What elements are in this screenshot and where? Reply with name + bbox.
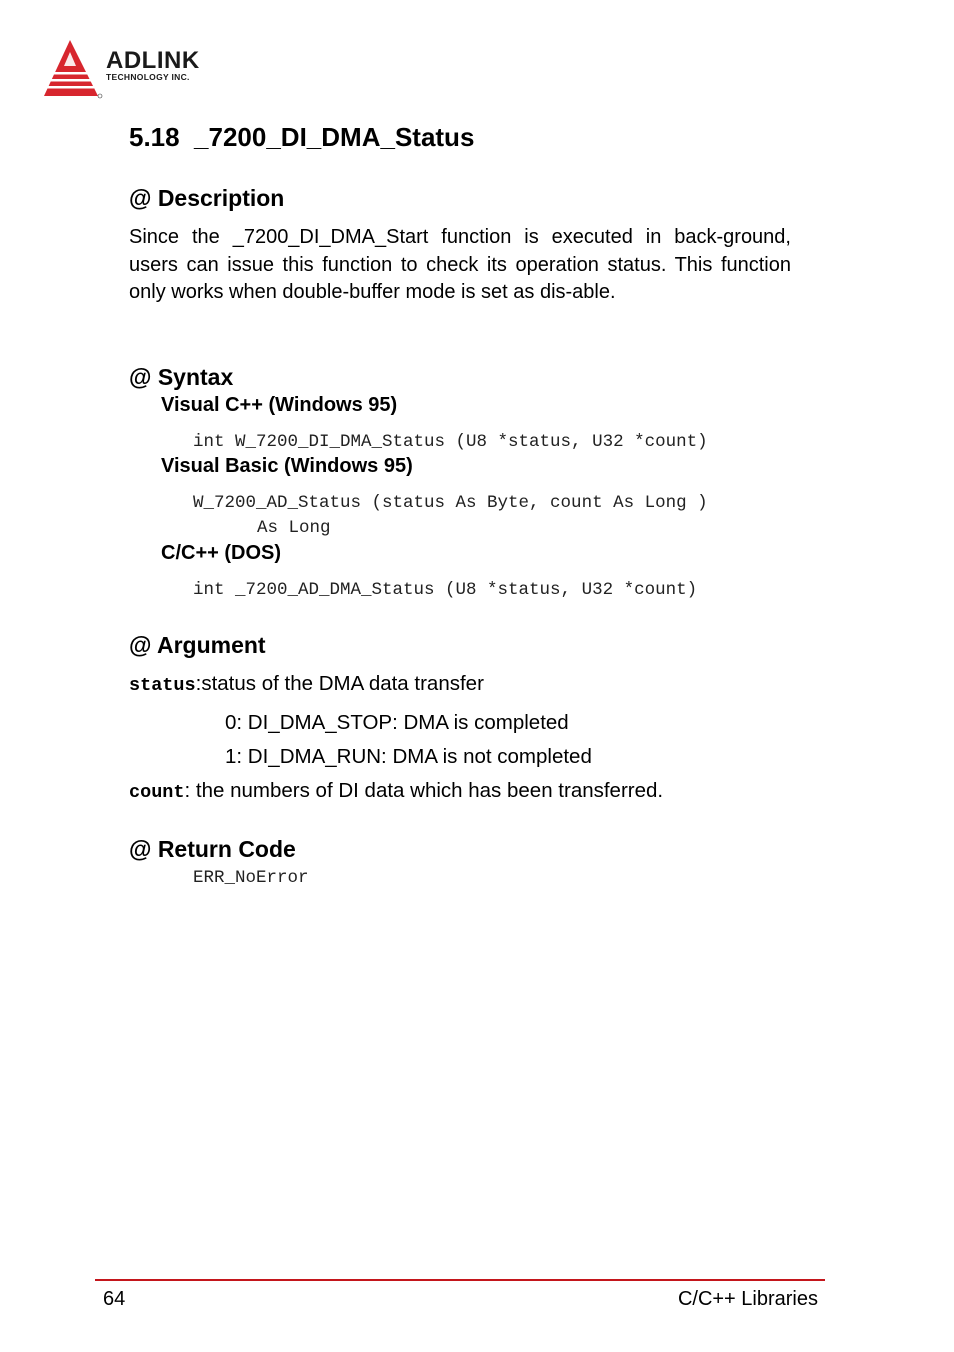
syntax-vb-code-line2: As Long — [257, 518, 331, 538]
syntax-vc-code: int W_7200_DI_DMA_Status (U8 *status, U32 *count) — [193, 432, 708, 452]
syntax-vc-label: Visual C++ (Windows 95) — [161, 394, 398, 416]
argument-status — [129, 672, 484, 698]
syntax-dos-code: int _7200_AD_DMA_Status (U8 *status, U32 *count) — [193, 580, 698, 600]
syntax-heading: @ Syntax — [129, 364, 234, 390]
syntax-vb-label: Visual Basic (Windows 95) — [161, 455, 413, 477]
argument-count — [129, 779, 663, 805]
argument-status-value-1: 1: DI_DMA_RUN: DMA is not completed — [225, 745, 592, 768]
argument-count-name: count — [129, 782, 185, 803]
argument-status-name: status — [129, 675, 196, 696]
footer-rule — [95, 1279, 825, 1281]
logo-name: ADLINK — [106, 47, 200, 74]
page-number: 64 — [103, 1288, 126, 1310]
logo-tagline: TECHNOLOGY INC. — [106, 72, 190, 82]
argument-heading: @ Argument — [129, 632, 266, 658]
syntax-dos-label: C/C++ (DOS) — [161, 542, 282, 564]
argument-status-value-0: 0: DI_DMA_STOP: DMA is completed — [225, 711, 569, 734]
return-code-value: ERR_NoError — [193, 868, 309, 888]
adlink-triangle-icon — [42, 38, 104, 100]
footer-chapter: C/C++ Libraries — [677, 1288, 818, 1310]
section-title: 5.18 _7200_DI_DMA_Status — [129, 122, 475, 152]
syntax-vb-code-line1: W_7200_AD_Status (status As Byte, count As Long ) — [193, 493, 708, 513]
argument-status-desc: :status of the DMA data transfer — [195, 672, 484, 695]
argument-count-desc: : the numbers of DI data which has been transferred. — [184, 779, 664, 802]
description-heading: @ Description — [129, 185, 285, 211]
return-code-heading: @ Return Code — [129, 836, 296, 862]
description-text: Since the _7200_DI_DMA_Start function is executed in back-ground, users can issue this function to check its operation status. This function only works when double-buffer mode is set as dis-able. — [129, 226, 791, 303]
